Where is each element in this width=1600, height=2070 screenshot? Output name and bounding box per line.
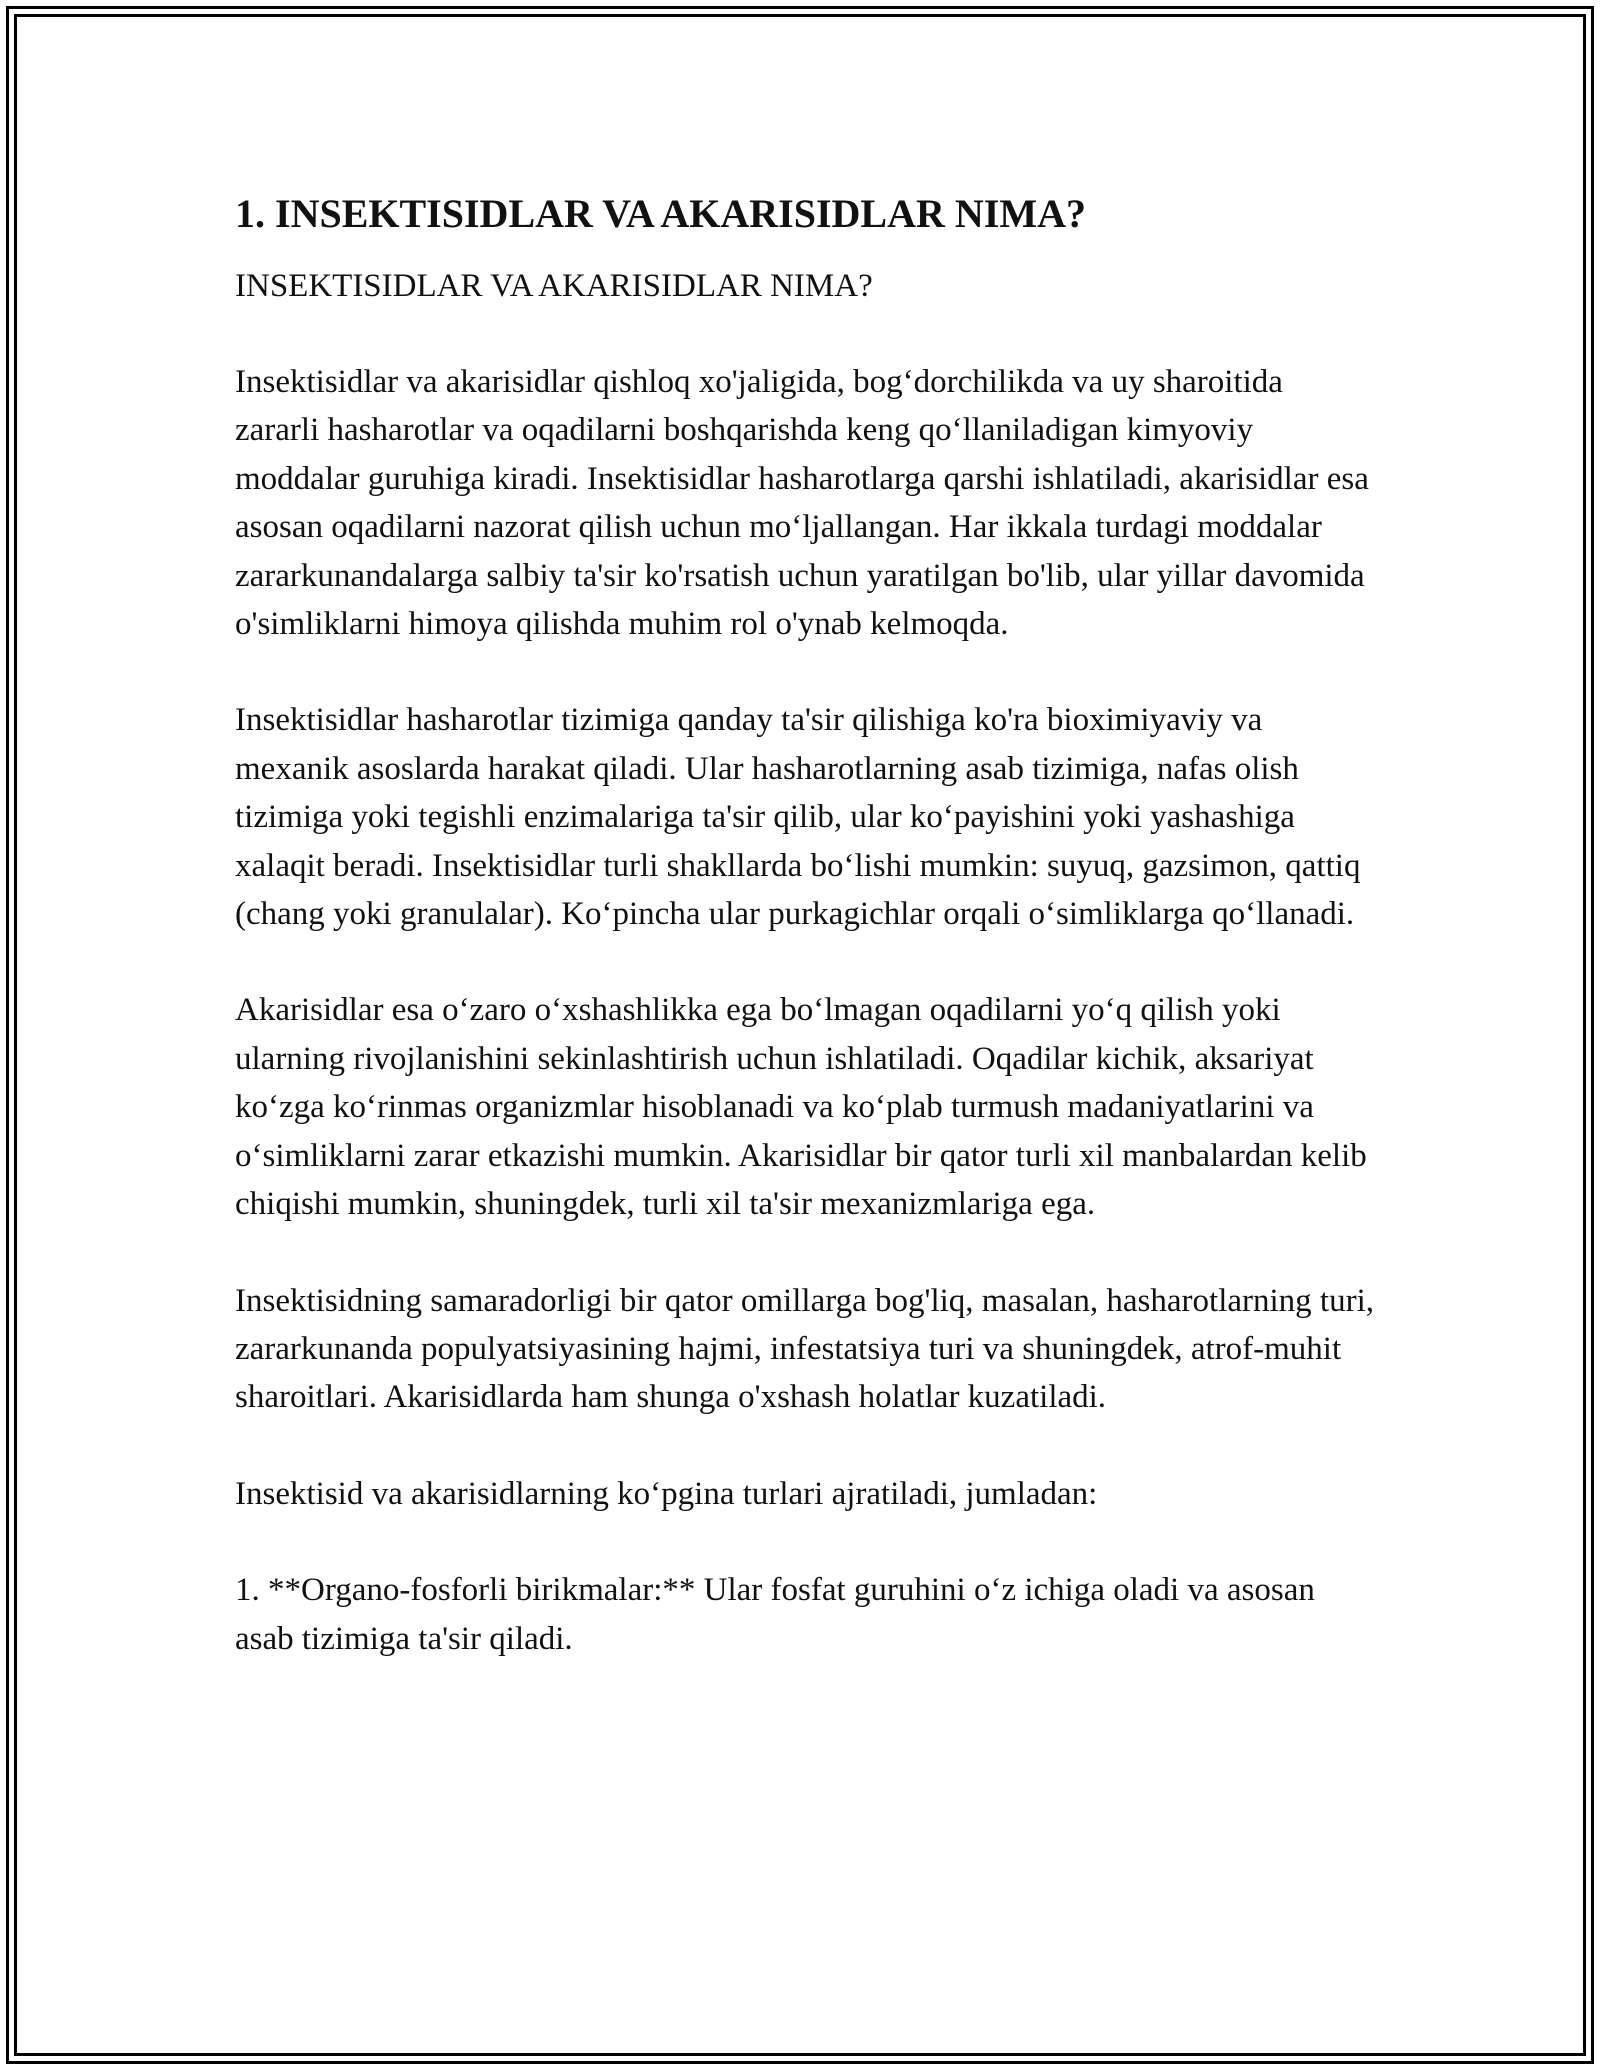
- paragraph-acaricides: Akarisidlar esa o‘zaro o‘xshashlikka ega bo‘lmagan oqadilarni yo‘q qilish yoki ularning rivojlanishini sekinlashtirish uchun ishlatiladi. Oqadilar kichik, aksariyat ko‘zga ko‘rinmas organizmlar hisoblanadi va ko‘plab turmush madaniyatlarini va o‘simliklarni zarar etkazishi mumkin. Akarisidlar bir qator turli xil manbalardan kelib chiqishi mumkin, shuningdek, turli xil ta'sir mexanizmlariga ega.: [235, 992, 1367, 1223]
- paragraph-intro: Insektisidlar va akarisidlar qishloq xo'jaligida, bog‘dorchilikda va uy sharoitida zararli hasharotlar va oqadilarni boshqarishda keng qo‘llaniladigan kimyoviy moddalar guruhiga kiradi. Insektisidlar hasharotlarga qarshi ishlatiladi, akarisidlar esa asosan oqadilarni nazorat qilish uchun mo‘ljallangan. Har ikkala turdagi moddalar zararkunandalarga salbiy ta'sir ko'rsatish uchun yaratilgan bo'lib, ular yillar davomida o'simliklarni himoya qilishda muhim rol o'ynab kelmoqda.: [235, 364, 1369, 643]
- paragraph-effectiveness: Insektisidning samaradorligi bir qator omillarga bog'liq, masalan, hasharotlarning turi, zararkunanda populyatsiyasining hajmi, infestatsiya turi va shuningdek, atrof-muhit sharoitlari. Akarisidlarda ham shunga o'xshash holatlar kuzatiladi.: [235, 1282, 1374, 1416]
- document-heading: 1. INSEKTISIDLAR VA AKARISIDLAR NIMA?: [235, 191, 1086, 236]
- list-item-organophosphates: 1. **Organo-fosforli birikmalar:** Ular fosfat guruhini o‘z ichiga oladi va asosan asab tizimiga ta'sir qiladi.: [235, 1572, 1315, 1657]
- paragraph-types-intro: Insektisid va akarisidlarning ko‘pgina turlari ajratiladi, jumladan:: [235, 1475, 1098, 1512]
- document-subheading: INSEKTISIDLAR VA AKARISIDLAR NIMA?: [235, 268, 873, 304]
- document-body: [235, 186, 1375, 1663]
- paragraph-insecticides: Insektisidlar hasharotlar tizimiga qanday ta'sir qilishiga ko'ra bioximiyaviy va mexanik asoslarda harakat qiladi. Ular hasharotlarning asab tizimiga, nafas olish tizimiga yoki tegishli enzimalariga ta'sir qilib, ular ko‘payishini yoki yashashiga xalaqit beradi. Insektisidlar turli shakllarda bo‘lishi mumkin: suyuq, gazsimon, qattiq (chang yoki granulalar). Ko‘pincha ular purkagichlar orqali o‘simliklarga qo‘llanadi.: [235, 702, 1361, 933]
